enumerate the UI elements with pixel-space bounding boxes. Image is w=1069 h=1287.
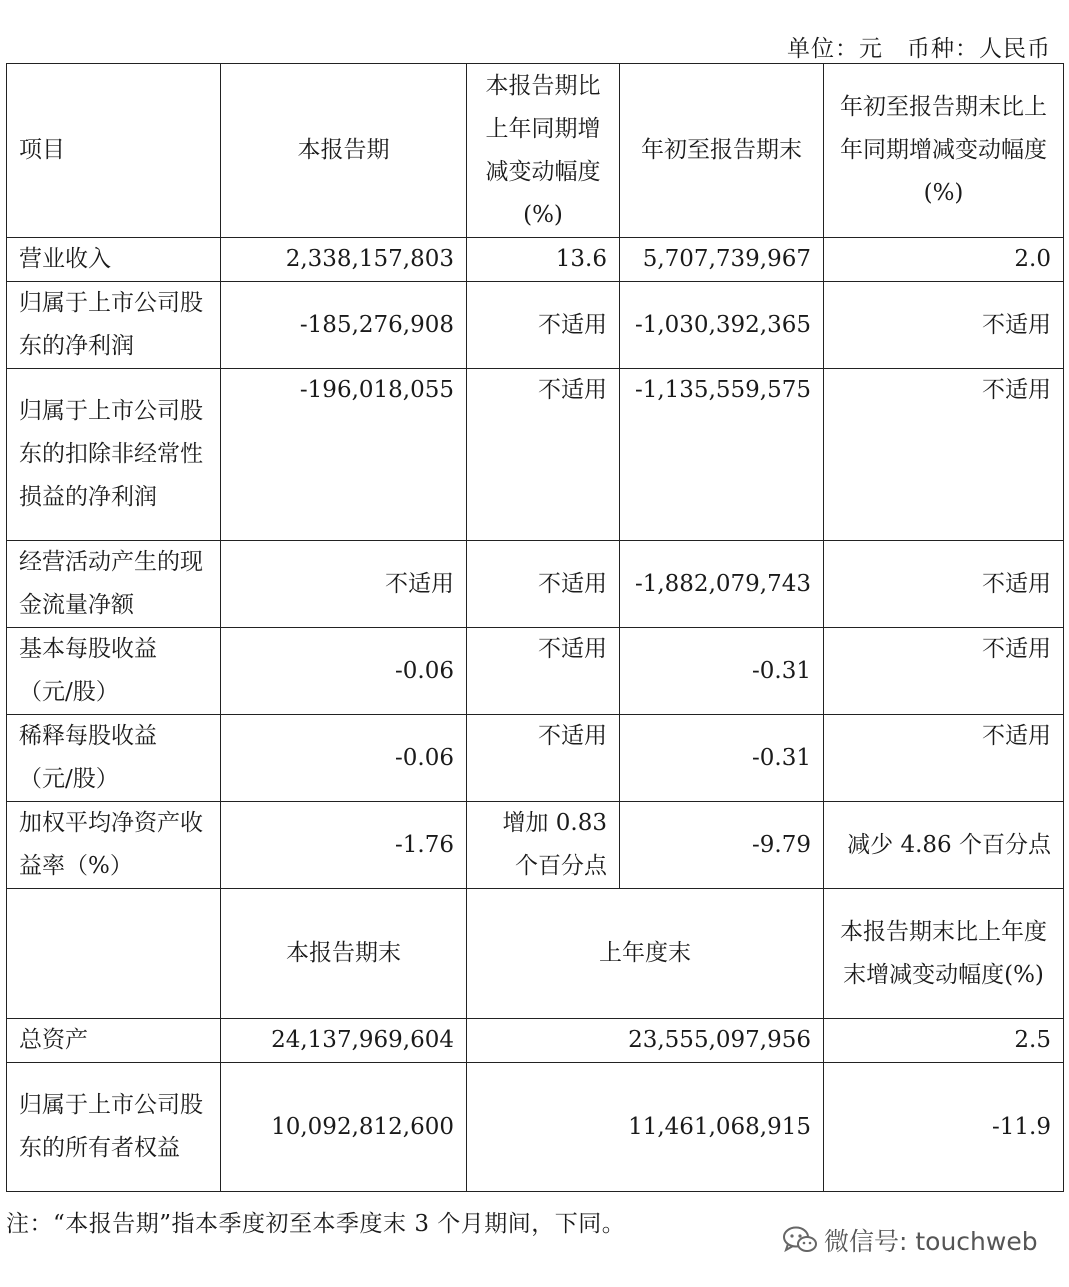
cell-ytd: -0.31 — [620, 628, 824, 715]
wechat-watermark — [782, 1222, 1038, 1258]
row-label: 归属于上市公司股东的净利润 — [7, 282, 221, 369]
header-current-period: 本报告期 — [221, 64, 467, 238]
cell-current-change: 13.6 — [467, 238, 620, 282]
cell-prior-year-end: 11,461,068,915 — [467, 1063, 824, 1192]
row-label: 归属于上市公司股东的所有者权益 — [7, 1063, 221, 1192]
table-row — [7, 282, 1064, 369]
cell-period-end: 24,137,969,604 — [221, 1019, 467, 1063]
subheader-prior-year-end: 上年度末 — [467, 889, 824, 1019]
wechat-icon — [782, 1225, 818, 1255]
cell-current: -0.06 — [221, 628, 467, 715]
cell-ytd: -9.79 — [620, 802, 824, 889]
cell-current: -185,276,908 — [221, 282, 467, 369]
cell-ytd-change: 2.0 — [824, 238, 1064, 282]
table-subheader-row — [7, 889, 1064, 1019]
header-ytd: 年初至报告期末 — [620, 64, 824, 238]
row-label: 总资产 — [7, 1019, 221, 1063]
cell-current: -0.06 — [221, 715, 467, 802]
cell-current: 不适用 — [221, 541, 467, 628]
cell-current: -1.76 — [221, 802, 467, 889]
row-label: 经营活动产生的现金流量净额 — [7, 541, 221, 628]
table-row — [7, 1063, 1064, 1192]
row-label: 稀释每股收益（元/股） — [7, 715, 221, 802]
table-row — [7, 628, 1064, 715]
table-row — [7, 715, 1064, 802]
cell-ytd-change: 不适用 — [824, 369, 1064, 541]
cell-current-change: 增加 0.83 个百分点 — [467, 802, 620, 889]
cell-ytd-change: 不适用 — [824, 628, 1064, 715]
cell-current-change: 不适用 — [467, 715, 620, 802]
table-row — [7, 238, 1064, 282]
watermark-text: 微信号: touchweb — [824, 1227, 1038, 1256]
cell-current-change: 不适用 — [467, 628, 620, 715]
header-current-change-pct: 本报告期比上年同期增减变动幅度(%) — [467, 64, 620, 238]
header-ytd-change-pct: 年初至报告期末比上年同期增减变动幅度(%) — [824, 64, 1064, 238]
cell-ytd-change: 不适用 — [824, 282, 1064, 369]
row-label: 营业收入 — [7, 238, 221, 282]
cell-period-end: 10,092,812,600 — [221, 1063, 467, 1192]
cell-ytd: -0.31 — [620, 715, 824, 802]
subheader-item — [7, 889, 221, 1019]
subheader-period-end: 本报告期末 — [221, 889, 467, 1019]
table-row — [7, 802, 1064, 889]
table-header-row — [7, 64, 1064, 238]
cell-change: -11.9 — [824, 1063, 1064, 1192]
cell-current-change: 不适用 — [467, 541, 620, 628]
cell-ytd-change: 不适用 — [824, 541, 1064, 628]
table-row — [7, 541, 1064, 628]
cell-ytd-change: 减少 4.86 个百分点 — [824, 802, 1064, 889]
unit-currency-line: 单位：元 币种：人民币 — [787, 36, 1051, 62]
table-row — [7, 369, 1064, 541]
row-label: 归属于上市公司股东的扣除非经常性损益的净利润 — [7, 369, 221, 541]
cell-change: 2.5 — [824, 1019, 1064, 1063]
cell-ytd: -1,030,392,365 — [620, 282, 824, 369]
financial-data-table — [6, 63, 1064, 1192]
cell-ytd: -1,882,079,743 — [620, 541, 824, 628]
footnote: 注：“本报告期”指本季度初至本季度末 3 个月期间，下同。 — [6, 1211, 626, 1237]
cell-current-change: 不适用 — [467, 369, 620, 541]
row-label: 加权平均净资产收益率（%） — [7, 802, 221, 889]
cell-current: 2,338,157,803 — [221, 238, 467, 282]
cell-ytd-change: 不适用 — [824, 715, 1064, 802]
cell-ytd: 5,707,739,967 — [620, 238, 824, 282]
cell-ytd: -1,135,559,575 — [620, 369, 824, 541]
cell-current: -196,018,055 — [221, 369, 467, 541]
cell-prior-year-end: 23,555,097,956 — [467, 1019, 824, 1063]
cell-current-change: 不适用 — [467, 282, 620, 369]
header-item: 项目 — [7, 64, 221, 238]
table-row — [7, 1019, 1064, 1063]
row-label: 基本每股收益（元/股） — [7, 628, 221, 715]
subheader-change-pct: 本报告期末比上年度末增减变动幅度(%) — [824, 889, 1064, 1019]
